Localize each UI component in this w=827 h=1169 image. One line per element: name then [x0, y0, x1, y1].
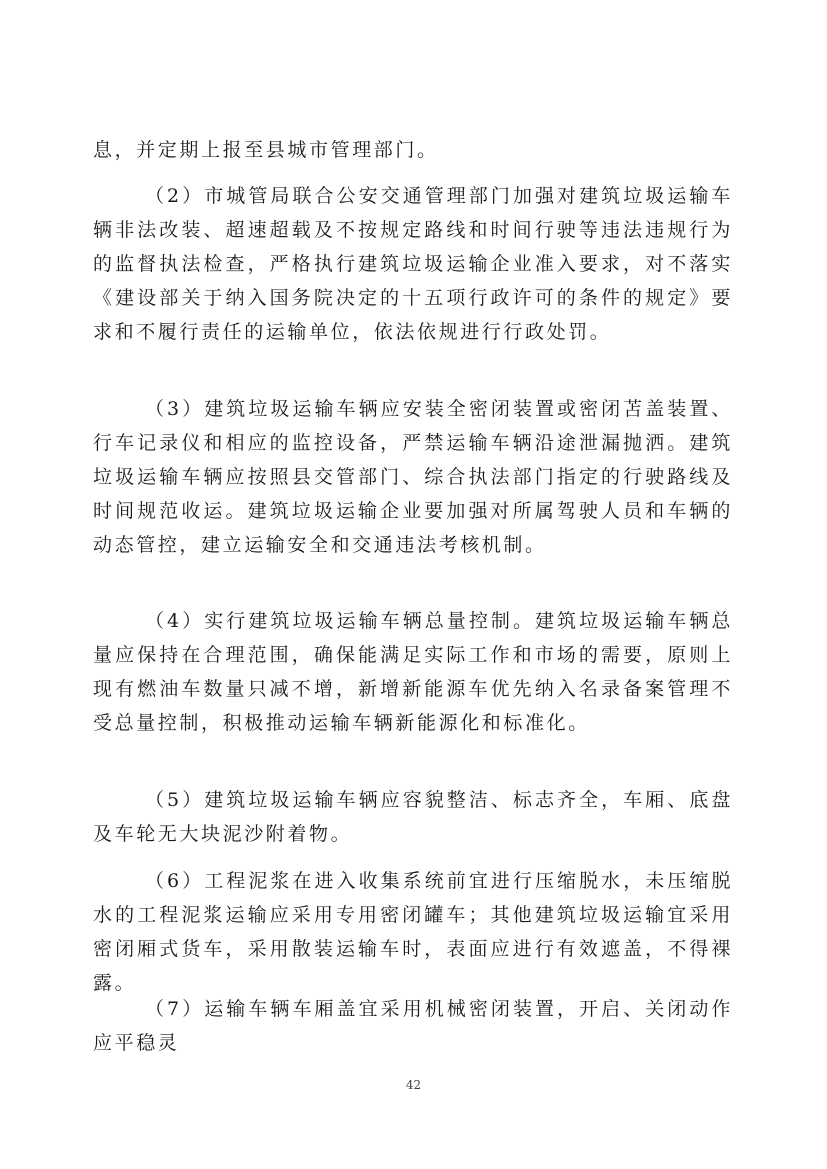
paragraph-item-6: （6）工程泥浆在进入收集系统前宜进行压缩脱水，未压缩脱水的工程泥浆运输应采用专用密闭罐车；其他建筑垃圾运输宜采用密闭厢式货车，采用散装运输车时，表面应进行有效遮盖，不得裸露。: [93, 870, 733, 994]
paragraph-item-2: （2）市城管局联合公安交通管理部门加强对建筑垃圾运输车辆非法改装、超速超载及不按规定路线和时间行驶等违法违规行为的监督执法检查，严格执行建筑垃圾运输企业准入要求，对不落实《建设部关于纳入国务院决定的十五项行政许可的条件的规定》要求和不履行责任的运输单位，依法依规进行行政处罚。: [93, 185, 733, 343]
page-number: 42: [405, 1078, 422, 1092]
paragraph-item-5: （5）建筑垃圾运输车辆应容貌整洁、标志齐全，车厢、底盘及车轮无大块泥沙附着物。: [93, 789, 733, 845]
paragraph-continuation: 息，并定期上报至县城市管理部门。: [93, 139, 439, 161]
paragraph-item-7: （7）运输车辆车厢盖宜采用机械密闭装置，开启、关闭动作应平稳灵: [93, 998, 733, 1054]
paragraph-item-4: （4）实行建筑垃圾运输车辆总量控制。建筑垃圾运输车辆总量应保持在合理范围，确保能满足实际工作和市场的需要，原则上现有燃油车数量只减不增，新增新能源车优先纳入名录备案管理不受总量控制，积极推动运输车辆新能源化和标准化。: [93, 610, 733, 734]
paragraph-item-3: （3）建筑垃圾运输车辆应安装全密闭装置或密闭苫盖装置、行车记录仪和相应的监控设备，严禁运输车辆沿途泄漏抛洒。建筑垃圾运输车辆应按照县交管部门、综合执法部门指定的行驶路线及时间规范收运。建筑垃圾运输企业要加强对所属驾驶人员和车辆的动态管控，建立运输安全和交通违法考核机制。: [93, 398, 733, 556]
